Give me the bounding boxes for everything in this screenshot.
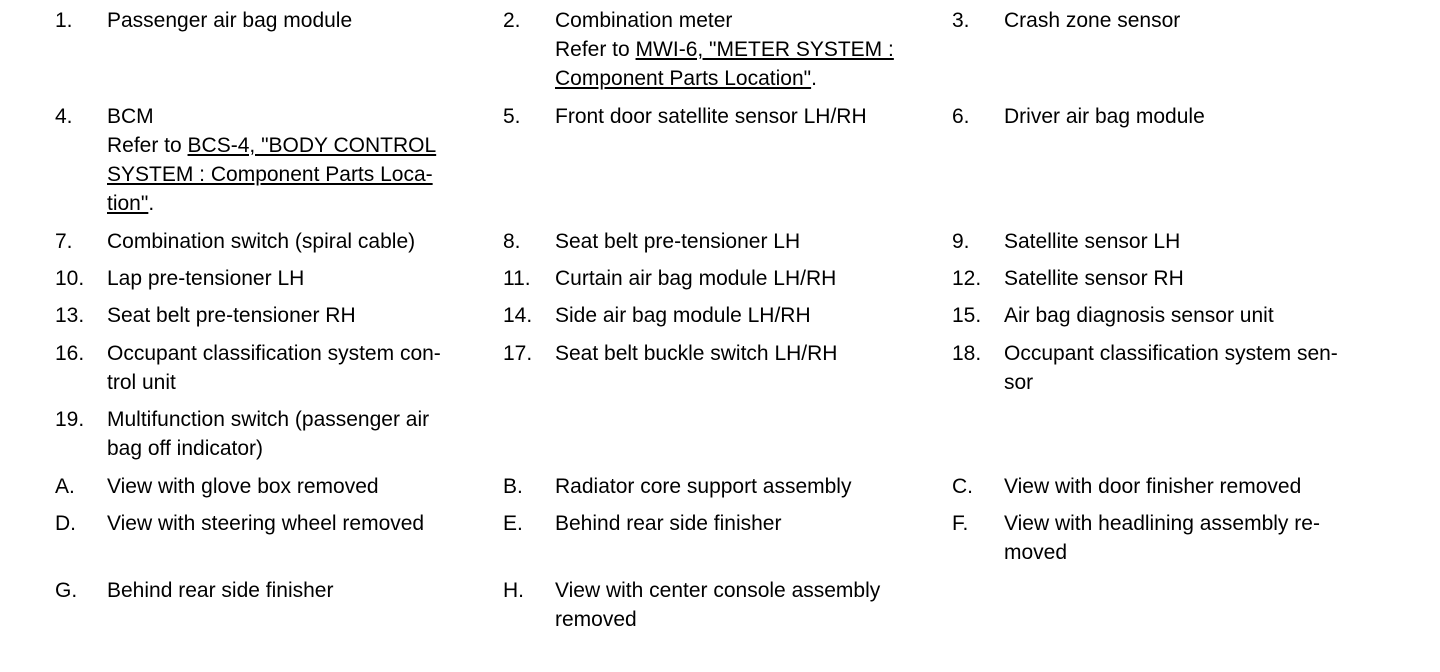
item-text: Seat belt buckle switch LH/RH [555, 342, 838, 365]
reference-line [107, 160, 495, 189]
item-text: Behind rear side finisher [107, 579, 334, 602]
item-description [555, 301, 943, 330]
item-number: 9. [952, 230, 970, 253]
item-description [1004, 472, 1392, 501]
item-number: 14. [503, 304, 533, 327]
reference-line [555, 35, 943, 64]
item-text: View with steering wheel removed [107, 512, 425, 535]
item-text: Seat belt pre-tensioner LH [555, 230, 801, 253]
refer-to-text: Refer to [107, 134, 188, 157]
item-text: Satellite sensor RH [1004, 267, 1184, 290]
item-description [107, 264, 495, 293]
item-text: trol unit [107, 371, 176, 394]
item-text: Multifunction switch (passenger air [107, 408, 430, 431]
legend-item-e [503, 509, 943, 538]
item-number: 1. [55, 9, 73, 32]
item-text: View with headlining assembly re- [1004, 512, 1320, 535]
legend-item-16 [55, 339, 495, 397]
reference-line [555, 64, 943, 93]
item-description [555, 576, 943, 634]
item-description [555, 472, 943, 501]
refer-to-text: Refer to [555, 38, 636, 61]
item-text: removed [555, 608, 637, 631]
item-text: Passenger air bag module [107, 9, 353, 32]
item-description [107, 339, 495, 397]
item-letter: B. [503, 475, 523, 498]
item-description [1004, 509, 1392, 567]
legend-item-13 [55, 301, 495, 330]
item-number: 7. [55, 230, 73, 253]
item-number: 4. [55, 105, 73, 128]
item-letter: G. [55, 579, 78, 602]
reference-link-bcs-4[interactable]: BCS-4, "BODY CONTROL [187, 134, 437, 157]
item-text: Driver air bag module [1004, 105, 1205, 128]
legend-item-f [952, 509, 1392, 567]
item-text: Occupant classification system con- [107, 342, 441, 365]
item-text: bag off indicator) [107, 437, 264, 460]
reference-link-mwi-6[interactable]: MWI-6, "METER SYSTEM : [635, 38, 894, 61]
legend-item-10 [55, 264, 495, 293]
item-text: Combination meter [555, 9, 733, 32]
item-text: View with center console assembly [555, 579, 881, 602]
item-number: 11. [503, 267, 531, 290]
item-letter: H. [503, 579, 524, 602]
item-description [1004, 102, 1392, 131]
reference-link-mwi-6-cont[interactable]: Component Parts Location" [555, 67, 812, 90]
item-number: 10. [55, 267, 85, 290]
legend-item-h [503, 576, 943, 634]
legend-item-17 [503, 339, 943, 368]
reference-link-bcs-4-cont[interactable]: SYSTEM : Component Parts Loca- [107, 163, 433, 186]
item-text: Combination switch (spiral cable) [107, 230, 416, 253]
item-description [107, 301, 495, 330]
item-description [1004, 339, 1392, 397]
item-description [1004, 301, 1392, 330]
item-number: 18. [952, 342, 982, 365]
item-description [107, 576, 495, 605]
item-number: 5. [503, 105, 521, 128]
item-description [555, 509, 943, 538]
legend-item-3 [952, 6, 1392, 35]
item-description [107, 405, 495, 463]
legend-item-g [55, 576, 495, 605]
item-description [107, 509, 495, 538]
item-letter: C. [952, 475, 973, 498]
legend-item-a [55, 472, 495, 501]
item-text: View with door finisher removed [1004, 475, 1302, 498]
item-text: BCM [107, 105, 154, 128]
item-number: 16. [55, 342, 85, 365]
reference-period: . [811, 67, 817, 90]
item-text: Radiator core support assembly [555, 475, 852, 498]
legend-item-15 [952, 301, 1392, 330]
legend-item-8 [503, 227, 943, 256]
legend-item-9 [952, 227, 1392, 256]
item-description [107, 227, 495, 256]
reference-period: . [148, 192, 155, 215]
legend-item-7 [55, 227, 495, 256]
legend-item-1 [55, 6, 495, 35]
item-letter: E. [503, 512, 523, 535]
item-text: sor [1004, 371, 1034, 394]
item-number: 19. [55, 408, 85, 431]
item-number: 8. [503, 230, 521, 253]
item-text: Side air bag module LH/RH [555, 304, 811, 327]
item-number: 13. [55, 304, 85, 327]
legend-item-4 [55, 102, 495, 218]
item-text: View with glove box removed [107, 475, 379, 498]
legend-item-19 [55, 405, 495, 463]
item-description [555, 102, 943, 131]
legend-item-6 [952, 102, 1392, 131]
item-description [107, 472, 495, 501]
item-number: 15. [952, 304, 982, 327]
item-description [107, 102, 495, 218]
item-description [1004, 227, 1392, 256]
legend-item-5 [503, 102, 943, 131]
item-number: 3. [952, 9, 970, 32]
legend-item-d [55, 509, 495, 538]
item-text: Behind rear side finisher [555, 512, 782, 535]
item-letter: D. [55, 512, 76, 535]
item-number: 12. [952, 267, 982, 290]
item-description [555, 6, 943, 93]
reference-line [107, 131, 495, 160]
item-text: Front door satellite sensor LH/RH [555, 105, 867, 128]
item-text: Seat belt pre-tensioner RH [107, 304, 356, 327]
item-text: Lap pre-tensioner LH [107, 267, 305, 290]
item-letter: A. [55, 475, 75, 498]
item-text: moved [1004, 541, 1068, 564]
legend-item-2 [503, 6, 943, 93]
item-description [107, 6, 495, 35]
reference-line [107, 189, 495, 218]
legend-item-c [952, 472, 1392, 501]
reference-link-bcs-4-end[interactable]: tion" [107, 192, 149, 215]
item-number: 2. [503, 9, 521, 32]
item-number: 6. [952, 105, 970, 128]
item-text: Occupant classification system sen- [1004, 342, 1338, 365]
item-description [1004, 264, 1392, 293]
item-description [555, 227, 943, 256]
item-text: Satellite sensor LH [1004, 230, 1181, 253]
item-description [555, 264, 943, 293]
item-number: 17. [503, 342, 533, 365]
legend-item-11 [503, 264, 943, 293]
legend-item-14 [503, 301, 943, 330]
item-text: Curtain air bag module LH/RH [555, 267, 837, 290]
item-text: Air bag diagnosis sensor unit [1004, 304, 1274, 327]
legend-item-12 [952, 264, 1392, 293]
item-letter: F. [952, 512, 969, 535]
item-description [555, 339, 943, 368]
item-text: Crash zone sensor [1004, 9, 1181, 32]
legend-item-b [503, 472, 943, 501]
legend-item-18 [952, 339, 1392, 397]
item-description [1004, 6, 1392, 35]
